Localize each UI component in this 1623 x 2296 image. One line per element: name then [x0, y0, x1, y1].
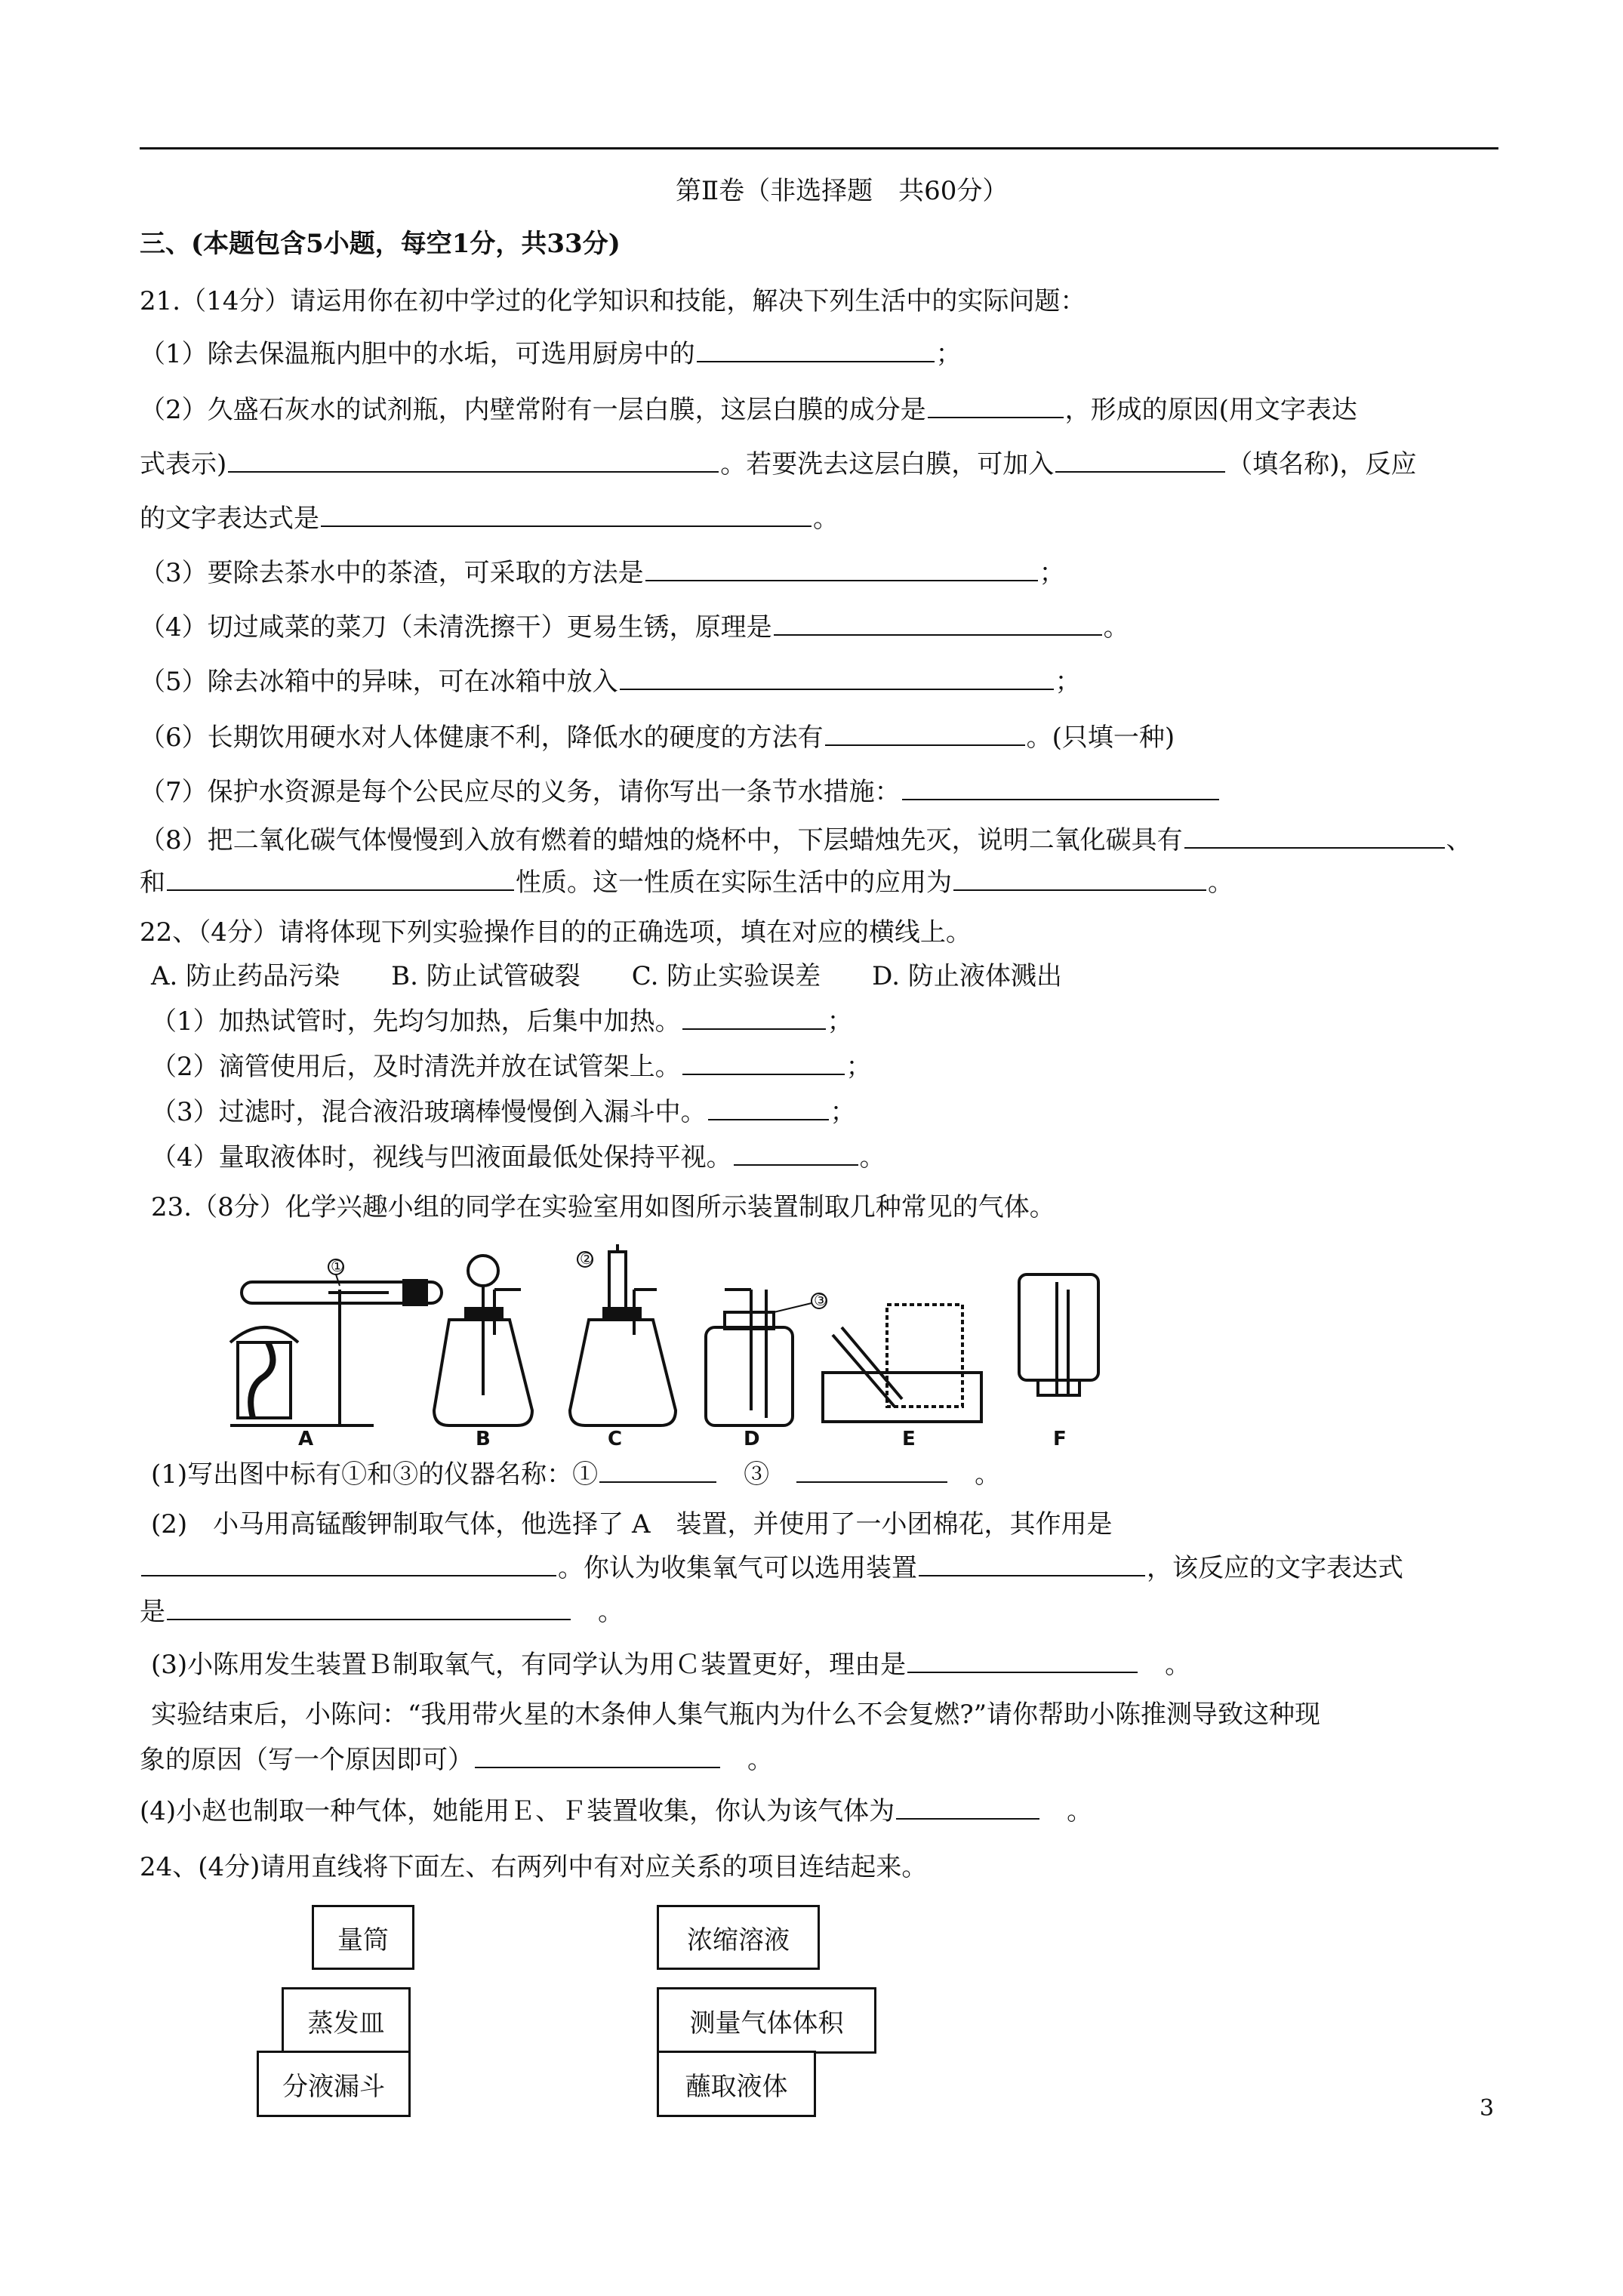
- q23-part1: (1)写出图中标有①和③的仪器名称：① ③ 。: [151, 1459, 1001, 1490]
- section-heading: 三、(本题包含5小题，每空1分，共33分): [140, 229, 621, 259]
- label-f: F: [1053, 1428, 1067, 1448]
- part-title: 第Ⅱ卷（非选择题 共60分）: [676, 176, 1009, 206]
- q23-part4: (4)小赵也制取一种气体，她能用Ｅ、Ｆ装置收集，你认为该气体为 。: [140, 1796, 1093, 1826]
- q24-intro: 24、(4分)请用直线将下面左、右两列中有对应关系的项目连结起来。: [140, 1852, 928, 1882]
- apparatus-a: [230, 1257, 442, 1448]
- mark-3: ③: [814, 1291, 827, 1309]
- answer-blank[interactable]: [796, 1459, 947, 1483]
- label-e: E: [902, 1428, 916, 1448]
- q23-part3-note: 实验结束后，小陈问：“我用带火星的木条伸人集气瓶内为什么不会复燃?”请你帮助小陈推测导致这种现: [151, 1700, 1320, 1730]
- q22-options: A. 防止药品污染 B. 防止试管破裂 C. 防止实验误差 D. 防止液体溅出: [151, 961, 1062, 991]
- top-rule: [140, 147, 1498, 149]
- q21-part4: （4）切过咸菜的菜刀（未清洗擦干）更易生锈，原理是 。: [140, 612, 1129, 643]
- q22-intro: 22、（4分）请将体现下列实验操作目的的正确选项，填在对应的横线上。: [140, 917, 972, 948]
- apparatus-f: [1019, 1274, 1098, 1448]
- q23-part2-line3: 是 。: [140, 1597, 624, 1627]
- q21-part6: （6）长期饮用硬水对人体健康不利，降低水的硬度的方法有 。(只填一种): [140, 723, 1175, 753]
- label-c: C: [608, 1428, 623, 1448]
- page-number: 3: [1480, 2095, 1495, 2122]
- answer-blank[interactable]: [919, 1552, 1145, 1576]
- mark-1: ①: [331, 1257, 344, 1275]
- q22-item: （3）过滤时，混合液沿玻璃棒慢慢倒入漏斗中。 ；: [151, 1097, 856, 1127]
- answer-blank[interactable]: [228, 448, 719, 473]
- answer-blank[interactable]: [682, 1006, 826, 1030]
- lab-apparatus-figure: [223, 1244, 1166, 1448]
- q22-item: （4）量取液体时，视线与凹液面最低处保持平视。 。: [151, 1142, 885, 1173]
- q21-part2-line2: 式表示) 。若要洗去这层白膜，可加入 （填名称)，反应: [140, 449, 1417, 479]
- q21-part7: （7）保护水资源是每个公民应尽的义务，请你写出一条节水措施：: [140, 776, 1221, 808]
- answer-blank[interactable]: [774, 612, 1102, 636]
- q21-part8-line2: 和 性质。这一性质在实际生活中的应用为 。: [140, 868, 1233, 898]
- apparatus-b: [434, 1256, 532, 1448]
- q21-part2-line3: 的文字表达式是 。: [140, 504, 839, 534]
- answer-blank[interactable]: [141, 1552, 556, 1576]
- answer-blank[interactable]: [928, 394, 1064, 418]
- label-a: A: [298, 1428, 314, 1448]
- q21-part5: （5）除去冰箱中的异味，可在冰箱中放入 ；: [140, 667, 1081, 697]
- answer-blank[interactable]: [708, 1096, 829, 1120]
- answer-blank[interactable]: [682, 1051, 845, 1075]
- mark-2: ②: [580, 1250, 593, 1268]
- answer-blank[interactable]: [645, 557, 1038, 581]
- right-item-concentrate-solution[interactable]: 浓缩溶液: [657, 1905, 820, 1970]
- apparatus-d: [706, 1290, 827, 1448]
- q21-part3: （3）要除去茶水中的茶渣，可采取的方法是 ；: [140, 558, 1065, 588]
- q21-part8-line1: （8）把二氧化碳气体慢慢到入放有燃着的蜡烛的烧杯中，下层蜡烛先灭，说明二氧化碳具有 、: [140, 825, 1472, 855]
- apparatus-e: [823, 1305, 981, 1448]
- answer-blank[interactable]: [167, 867, 514, 891]
- answer-blank[interactable]: [321, 503, 812, 527]
- answer-blank[interactable]: [697, 338, 935, 362]
- q23-intro: 23.（8分）化学兴趣小组的同学在实验室用如图所示装置制取几种常见的气体。: [151, 1192, 1055, 1222]
- answer-blank[interactable]: [902, 776, 1219, 800]
- answer-blank[interactable]: [1184, 824, 1445, 849]
- left-item-separatory-funnel[interactable]: 分液漏斗: [257, 2051, 411, 2117]
- left-item-measuring-cylinder[interactable]: 量筒: [312, 1905, 414, 1970]
- answer-blank[interactable]: [599, 1459, 716, 1483]
- q23-part3-reason: 象的原因（写一个原因即可） 。: [140, 1745, 773, 1775]
- q23-part2-line1: (2) 小马用高锰酸钾制取气体，他选择了 A 装置，并使用了一小团棉花，其作用是: [151, 1509, 1113, 1539]
- answer-blank[interactable]: [907, 1649, 1138, 1673]
- q21-part2-line1: （2）久盛石灰水的试剂瓶，内壁常附有一层白膜，这层白膜的成分是 ，形成的原因(用文字表达: [140, 395, 1357, 425]
- apparatus-c: [570, 1244, 676, 1448]
- q21-part1: （1）除去保温瓶内胆中的水垢，可选用厨房中的 ；: [140, 339, 962, 369]
- answer-blank[interactable]: [475, 1744, 720, 1768]
- right-item-measure-gas-volume[interactable]: 测量气体体积: [657, 1987, 876, 2054]
- answer-blank[interactable]: [620, 666, 1054, 690]
- answer-blank[interactable]: [734, 1142, 858, 1166]
- answer-blank[interactable]: [896, 1795, 1039, 1820]
- q23-part3: (3)小陈用发生装置Ｂ制取氧气，有同学认为用Ｃ装置更好，理由是 。: [151, 1650, 1191, 1680]
- label-b: B: [476, 1428, 491, 1448]
- q21-intro: 21.（14分）请运用你在初中学过的化学知识和技能，解决下列生活中的实际问题：: [140, 286, 1086, 316]
- q22-item: （2）滴管使用后，及时清洗并放在试管架上。 ；: [151, 1052, 872, 1082]
- answer-blank[interactable]: [1055, 448, 1225, 473]
- answer-blank[interactable]: [953, 867, 1206, 891]
- answer-blank[interactable]: [825, 722, 1025, 746]
- answer-blank[interactable]: [167, 1596, 571, 1620]
- label-d: D: [744, 1428, 760, 1448]
- apparatus-diagram: [223, 1244, 1166, 1448]
- q23-part2-line2: 。你认为收集氧气可以选用装置 ，该反应的文字表达式: [140, 1552, 1403, 1584]
- left-item-evaporating-dish[interactable]: 蒸发皿: [282, 1987, 411, 2054]
- q22-item: （1）加热试管时，先均匀加热，后集中加热。 ；: [151, 1006, 853, 1037]
- right-item-dip-liquid[interactable]: 蘸取液体: [657, 2051, 816, 2117]
